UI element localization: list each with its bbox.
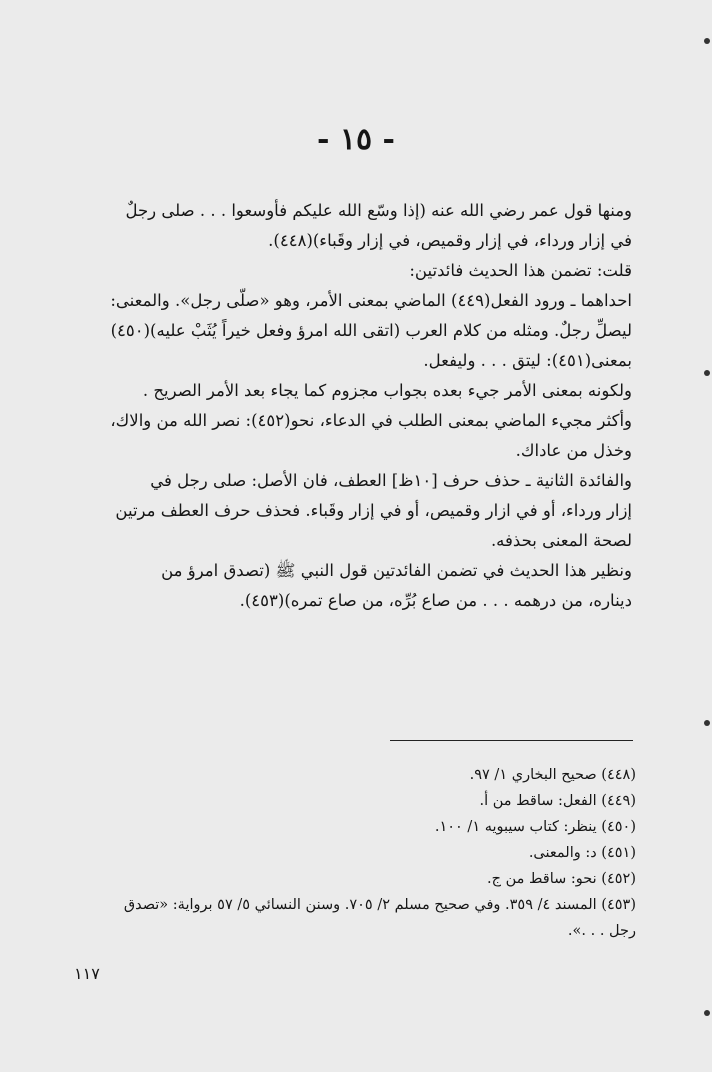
text-line: لصحة المعنى بحذفه. (490, 531, 632, 550)
text-line: احداهما ـ ورود الفعل(٤٤٩) الماضي بمعنى الأمر، وهو «صلّى رجل». والمعنى: (110, 291, 632, 310)
text-line: وأكثر مجيء الماضي بمعنى الطلب في الدعاء، نحو(٤٥٢): نصر الله من والاك، (110, 411, 632, 430)
footnote-line: (٤٥٢) نحو: ساقط من ج. (487, 871, 636, 887)
footnote-line: رجل . . .». (567, 923, 636, 939)
text-line: وخذل من عاداك. (515, 441, 632, 460)
footnote-divider (390, 740, 633, 741)
text-line: ولكونه بمعنى الأمر جيء بعده بجواب مجزوم كما يجاء بعد الأمر الصريح . (142, 381, 632, 400)
section-page-number: - ١٥ - (316, 122, 396, 157)
binding-mark (704, 1010, 710, 1016)
binding-mark (704, 720, 710, 726)
text-line: ونظير هذا الحديث في تضمن الفائدتين قول النبي ﷺ (تصدق امرؤ من (161, 561, 632, 580)
binding-mark (704, 370, 710, 376)
text-line: قلت: تضمن هذا الحديث فائدتين: (409, 261, 632, 280)
footnote-line: (٤٤٨) صحيح البخاري ١/ ٩٧. (469, 767, 636, 783)
footnote-line: (٤٥٠) ينظر: كتاب سيبويه ١/ ١٠٠. (434, 819, 636, 835)
page-number: ١١٧ (74, 964, 100, 983)
footnote-line: (٤٥١) د: والمعنى. (528, 845, 636, 861)
binding-mark (704, 38, 710, 44)
text-line: ليصلِّ رجلٌ. ومثله من كلام العرب (اتقى الله امرؤ وفعل خيراً يُثَبْ عليه)(٤٥٠) (110, 321, 632, 340)
text-line: ومنها قول عمر رضي الله عنه (إذا وسّع الله عليكم فأوسعوا . . . صلى رجلٌ (125, 201, 632, 220)
footnote-line: (٤٥٣) المسند ٤/ ٣٥٩. وفي صحيح مسلم ٢/ ٧٠٥. وسنن النسائي ٥/ ٥٧ برواية: «تصدق (123, 897, 636, 913)
main-text (74, 196, 632, 616)
text-line: بمعنى(٤٥١): ليتق . . . وليفعل. (423, 351, 632, 370)
text-line: في إزار ورداء، في إزار وقميص، في إزار وقَباء)(٤٤٨). (268, 231, 632, 250)
text-line: والفائدة الثانية ـ حذف حرف [١٠ظ] العطف، فان الأصل: صلى رجل في (150, 471, 632, 490)
text-line: إزار ورداء، أو في ازار وقميص، أو في إزار وقَباء. فحذف حرف العطف مرتين (115, 501, 632, 520)
text-line: ديناره، من درهمه . . . من صاع بُرِّه، من صاع تمره)(٤٥٣). (239, 591, 632, 610)
footnotes (74, 762, 636, 944)
footnote-line: (٤٤٩) الفعل: ساقط من أ. (479, 793, 636, 809)
